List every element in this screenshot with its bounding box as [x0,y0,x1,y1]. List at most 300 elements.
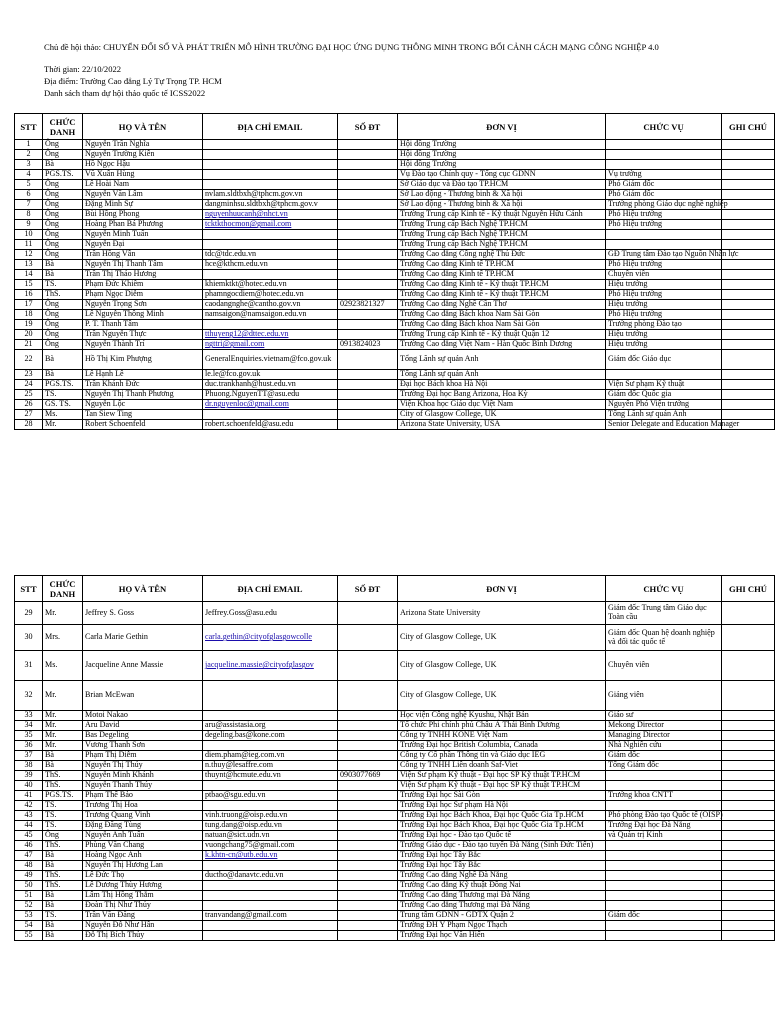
cell-unit: Trường Cao đẳng Việt Nam - Hàn Quốc Bình Dương [398,340,606,350]
cell-unit: Trường Cao đẳng Thương mại Đà Nẵng [398,891,606,901]
table-row [15,420,775,430]
table-row [15,150,775,160]
cell-unit: Trường Đại học Sư phạm Hà Nội [398,801,606,811]
cell-stt: 17 [15,300,43,310]
cell-position: Phó Hiệu trưởng [606,310,722,320]
cell-stt: 20 [15,330,43,340]
cell-note [722,230,775,240]
cell-note [722,861,775,871]
cell-name: Phạm Ngọc Diễm [83,290,203,300]
table-row [15,891,775,901]
cell-stt: 53 [15,911,43,921]
cell-position: Hiệu trưởng [606,330,722,340]
cell-unit: Hội đồng Trường [398,140,606,150]
cell-note [722,921,775,931]
cell-email [203,320,338,330]
cell-position: Giám đốc [606,911,722,921]
cell-name: Trương Quang Vinh [83,811,203,821]
table-row [15,801,775,811]
cell-phone: 02923821327 [338,300,398,310]
cell-note [722,771,775,781]
cell-name: Phạm Thị Diễm [83,751,203,761]
cell-email [203,230,338,240]
cell-title: ThS. [43,290,83,300]
cell-unit: Trường Cao đẳng Kinh tế TP.HCM [398,270,606,280]
cell-position: Trưởng khoa CNTT [606,791,722,801]
cell-phone [338,270,398,280]
cell-email: vuongchang75@gmail.com [203,841,338,851]
cell-stt: 16 [15,290,43,300]
table-row [15,140,775,150]
cell-email [203,160,338,170]
cell-name: Nguyễn Trần Nghĩa [83,140,203,150]
cell-stt: 42 [15,801,43,811]
cell-email: caodangnghe@cantho.gov.vn [203,300,338,310]
cell-note [722,791,775,801]
cell-phone: 0903077669 [338,771,398,781]
cell-title: Ông [43,320,83,330]
cell-name: Phùng Văn Chang [83,841,203,851]
cell-stt: 7 [15,200,43,210]
cell-unit: Hội đồng Trường [398,160,606,170]
cell-email: tung.dang@oisp.edu.vn [203,821,338,831]
cell-unit: Viện Khoa học Giáo dục Việt Nam [398,400,606,410]
cell-stt: 47 [15,851,43,861]
cell-name: Đặng Đăng Tùng [83,821,203,831]
email-link[interactable]: nguyenhuucanh@nhct.vn [205,209,288,219]
table-row [15,300,775,310]
cell-note [722,651,775,681]
cell-name: Hồ Ngọc Hậu [83,160,203,170]
col-header-name: HỌ VÀ TÊN [83,576,203,602]
cell-phone [338,260,398,270]
cell-note [722,821,775,831]
cell-stt: 14 [15,270,43,280]
cell-note [722,400,775,410]
cell-stt: 8 [15,210,43,220]
cell-note [722,200,775,210]
cell-stt: 36 [15,741,43,751]
cell-stt: 43 [15,811,43,821]
col-header-unit: ĐƠN VỊ [398,114,606,140]
cell-email: nvlam.sldtbxh@tphcm.gov.vn [203,190,338,200]
cell-unit: Trường Cao đẳng Kinh tế - Kỹ thuật TP.HCM [398,280,606,290]
email-link[interactable]: dr.nguyenloc@gmail.com [205,399,289,409]
cell-unit: Trung tâm GDNN - GDTX Quận 2 [398,911,606,921]
cell-phone [338,721,398,731]
cell-phone [338,741,398,751]
col-header-position: CHỨC VỤ [606,576,722,602]
table-row [15,190,775,200]
cell-name: P. T. Thanh Tâm [83,320,203,330]
cell-email [203,410,338,420]
cell-name: Hoàng Phan Bá Phương [83,220,203,230]
cell-name: Brian McEwan [83,681,203,711]
cell-position [606,841,722,851]
cell-name: Robert Schoenfeld [83,420,203,430]
workshop-topic: Chủ đề hội thảo: CHUYỂN ĐỔI SỐ VÀ PHÁT TRIỂN MÔ HÌNH TRƯỜNG ĐẠI HỌC ỨNG DỤNG THÔNG MINH TRONG BỐI CẢNH CÁCH MẠNG CÔNG NGHIỆP 4.0 [44,42,659,52]
cell-email: thuynt@hcmute.edu.vn [203,771,338,781]
col-header-phone: SỐ ĐT [338,114,398,140]
cell-position [606,901,722,911]
cell-note [722,240,775,250]
cell-position: GĐ Trung tâm Đào tạo Nguồn Nhân lực [606,250,722,260]
cell-phone [338,160,398,170]
cell-unit: Trường Cao đẳng Công nghệ Thủ Đức [398,250,606,260]
col-header-note: GHI CHÚ [722,576,775,602]
cell-title: Ông [43,140,83,150]
cell-phone [338,931,398,941]
cell-title: TS. [43,390,83,400]
cell-name: Carla Marie Gethin [83,625,203,651]
email-link[interactable]: jacqueline.massie@cityofglasgov [205,660,314,670]
table-row [15,220,775,230]
col-header-email: ĐỊA CHỈ EMAIL [203,576,338,602]
col-header-phone: SỐ ĐT [338,576,398,602]
cell-phone [338,380,398,390]
cell-title: Ông [43,220,83,230]
cell-unit: City of Glasgow College, UK [398,625,606,651]
cell-note [722,190,775,200]
cell-phone [338,230,398,240]
cell-position: Giám đốc Trung tâm Giáo dục Toàn cầu [606,602,722,625]
email-link[interactable]: carla.gethin@cityofglasgowcolle [205,632,313,642]
cell-email [203,741,338,751]
workshop-location: Địa điểm: Trường Cao đẳng Lý Tự Trọng TP. HCM [44,76,222,86]
cell-name: Nguyễn Đỗ Như Hân [83,921,203,931]
col-header-unit: ĐƠN VỊ [398,576,606,602]
cell-email [203,711,338,721]
cell-stt: 12 [15,250,43,260]
cell-position: Trưởng phòng Giáo dục nghề nghiệp [606,200,722,210]
cell-name: Phạm Thế Bảo [83,791,203,801]
cell-position [606,801,722,811]
cell-note [722,711,775,721]
cell-stt: 54 [15,921,43,931]
cell-note [722,270,775,280]
cell-note [722,602,775,625]
cell-phone [338,400,398,410]
cell-position: Chuyên viên [606,270,722,280]
cell-name: Bùi Hồng Phong [83,210,203,220]
cell-unit: Trường Trung cấp Bách Nghệ TP.HCM [398,220,606,230]
table-row [15,931,775,941]
cell-title: Bà [43,931,83,941]
cell-title: Mrs. [43,625,83,651]
table-row [15,170,775,180]
cell-stt: 18 [15,310,43,320]
cell-email [203,220,338,230]
cell-note [722,841,775,851]
table-header-row [15,114,775,140]
cell-position: Phó Hiệu trưởng [606,260,722,270]
cell-position [606,871,722,881]
cell-email [203,270,338,280]
cell-unit: Trường Cao đẳng Nghề Đà Nẵng [398,871,606,881]
cell-title: Ông [43,210,83,220]
cell-phone [338,921,398,931]
cell-name: Trần Thị Thảo Hương [83,270,203,280]
table-row [15,340,775,350]
cell-position [606,931,722,941]
cell-email [203,400,338,410]
cell-stt: 22 [15,350,43,370]
cell-unit: Công ty Cổ phần Thông tin và Giáo dục IEG [398,751,606,761]
email-link[interactable]: ngttri@gmail.com [205,339,265,349]
table-row [15,751,775,761]
cell-title: Bà [43,891,83,901]
table-row [15,230,775,240]
table-row [15,741,775,751]
cell-phone [338,190,398,200]
cell-email [203,651,338,681]
cell-phone [338,821,398,831]
cell-unit: Trường Cao đẳng Kinh tế TP.HCM [398,260,606,270]
cell-unit: Trường Đại học Sài Gòn [398,791,606,801]
cell-note [722,140,775,150]
cell-stt: 25 [15,390,43,400]
cell-stt: 1 [15,140,43,150]
cell-title: Mr. [43,731,83,741]
table-row [15,811,775,821]
table-row [15,400,775,410]
cell-note [722,851,775,861]
table-row [15,270,775,280]
cell-stt: 26 [15,400,43,410]
cell-note [722,931,775,941]
cell-note [722,881,775,891]
cell-email: GeneralEnquiries.vietnam@fco.gov.uk [203,350,338,370]
cell-title: Ông [43,190,83,200]
cell-position: Senior Delegate and Education Manager [606,420,722,430]
cell-unit: Viện Sư phạm Kỹ thuật - Đại học SP Kỹ thuật TP.HCM [398,771,606,781]
cell-name: Nguyễn Văn Lâm [83,190,203,200]
cell-stt: 6 [15,190,43,200]
table-row [15,180,775,190]
cell-note [722,340,775,350]
cell-email: Jeffrey.Goss@asu.edu [203,602,338,625]
table-row [15,791,775,801]
cell-title: TS. [43,911,83,921]
cell-unit: Trường Cao đẳng Kinh tế - Kỹ thuật TP.HCM [398,290,606,300]
cell-note [722,410,775,420]
cell-position: Giám đốc Giáo dục [606,350,722,370]
cell-stt: 48 [15,861,43,871]
cell-unit: Trường Đại học British Columbia, Canada [398,741,606,751]
cell-position: Managing Director [606,731,722,741]
cell-stt: 55 [15,931,43,941]
email-link[interactable]: k.khtn-cn@utb.edu.vn [205,850,278,860]
cell-unit: Trường Cao đẳng Nghề Cần Thơ [398,300,606,310]
cell-name: Nguyễn Trọng Sơn [83,300,203,310]
cell-unit: Trường Đại học Bách Khoa, Đại học Quốc Gia Tp.HCM [398,811,606,821]
table-row [15,320,775,330]
cell-name: Nguyễn Minh Khánh [83,771,203,781]
cell-position: Giám đốc Quan hệ doanh nghiệp và đối tác quốc tế [606,625,722,651]
table-row [15,771,775,781]
email-link[interactable]: tthuyeng12@dttec.edu.vn [205,329,289,339]
cell-position [606,861,722,871]
table-row [15,602,775,625]
cell-phone [338,330,398,340]
cell-unit: Trường Đại học Văn Hiến [398,931,606,941]
cell-unit: Trường ĐH Y Phạm Ngọc Thạch [398,921,606,931]
cell-title: Ông [43,300,83,310]
cell-title: Ông [43,150,83,160]
table-row [15,625,775,651]
cell-phone [338,731,398,741]
email-link[interactable]: tcktkthocmon@gmail.com [205,219,292,229]
cell-title: Ông [43,230,83,240]
cell-unit: Trường Cao đẳng Bách khoa Nam Sài Gòn [398,320,606,330]
cell-phone [338,420,398,430]
cell-email [203,921,338,931]
cell-unit: Trường Trung cấp Kinh tế - Kỹ thuật Nguyễn Hữu Cảnh [398,210,606,220]
cell-email [203,340,338,350]
cell-name: Jacqueline Anne Massie [83,651,203,681]
cell-note [722,330,775,340]
cell-name: Hoàng Ngọc Anh [83,851,203,861]
cell-title: Bà [43,160,83,170]
cell-position: Hiệu trưởng [606,280,722,290]
cell-email [203,180,338,190]
cell-phone [338,210,398,220]
cell-stt: 24 [15,380,43,390]
cell-title: Bà [43,260,83,270]
cell-email: le.le@fco.gov.uk [203,370,338,380]
cell-unit: Trường Đại học Tây Bắc [398,861,606,871]
cell-name: Trần Văn Đăng [83,911,203,921]
cell-phone [338,290,398,300]
cell-title: Bà [43,751,83,761]
table-row [15,200,775,210]
cell-phone [338,370,398,380]
cell-name: Trần Nguyễn Thực [83,330,203,340]
cell-phone [338,881,398,891]
cell-name: Trương Thị Hoa [83,801,203,811]
cell-stt: 2 [15,150,43,160]
table-row [15,380,775,390]
cell-phone [338,240,398,250]
table-row [15,861,775,871]
table-row [15,290,775,300]
col-header-email: ĐỊA CHỈ EMAIL [203,114,338,140]
cell-email [203,140,338,150]
cell-title: Ông [43,200,83,210]
cell-position: Giám đốc Quốc gia [606,390,722,400]
cell-stt: 34 [15,721,43,731]
table-row [15,330,775,340]
cell-email: ptbao@sgu.edu.vn [203,791,338,801]
cell-position: Tổng Lãnh sự quán Anh [606,410,722,420]
cell-note [722,210,775,220]
table-row [15,831,775,841]
table-row [15,871,775,881]
attendee-table-2 [14,575,775,941]
cell-title: Ông [43,180,83,190]
cell-note [722,310,775,320]
cell-position: Giám đốc [606,751,722,761]
cell-note [722,891,775,901]
table-row [15,721,775,731]
cell-email [203,170,338,180]
cell-phone [338,310,398,320]
cell-stt: 10 [15,230,43,240]
cell-email: robert.schoenfeld@asu.edu [203,420,338,430]
col-header-stt: STT [15,114,43,140]
table-row [15,390,775,400]
cell-email [203,801,338,811]
cell-note [722,801,775,811]
cell-phone: 0913824023 [338,340,398,350]
cell-unit: Tổng Lãnh sự quán Anh [398,370,606,380]
cell-position: Trưởng Đại học Đà Nẵng [606,821,722,831]
table-row [15,841,775,851]
cell-email [203,210,338,220]
cell-name: Nguyễn Thị Thanh Phương [83,390,203,400]
cell-title: Bà [43,901,83,911]
cell-title: ThS. [43,841,83,851]
cell-unit: Trường Cao đẳng Bách khoa Nam Sài Gòn [398,310,606,320]
cell-name: Đoàn Thị Như Thủy [83,901,203,911]
cell-title: Ông [43,831,83,841]
cell-title: Ông [43,340,83,350]
cell-title: Mr. [43,741,83,751]
cell-name: Aru David [83,721,203,731]
cell-name: Vũ Xuân Hùng [83,170,203,180]
cell-title: PGS.TS. [43,380,83,390]
cell-title: Ông [43,310,83,320]
cell-title: Mr. [43,681,83,711]
cell-unit: Hội đồng Trường [398,150,606,160]
col-header-note: GHI CHÚ [722,114,775,140]
cell-stt: 46 [15,841,43,851]
workshop-time: Thời gian: 22/10/2022 [44,64,122,74]
cell-position [606,771,722,781]
cell-email [203,681,338,711]
cell-position: Phó phòng Đào tạo Quốc tế (OISP) [606,811,722,821]
cell-phone [338,811,398,821]
cell-note [722,260,775,270]
cell-phone [338,861,398,871]
cell-email: vinh.truong@oisp.edu.vn [203,811,338,821]
cell-unit: Trường Đại học Tây Bắc [398,851,606,861]
cell-name: Đỗ Thị Bích Thủy [83,931,203,941]
cell-phone [338,410,398,420]
cell-title: Bà [43,851,83,861]
cell-unit: Tổng Lãnh sự quán Anh [398,350,606,370]
cell-stt: 49 [15,871,43,881]
cell-name: Jeffrey S. Goss [83,602,203,625]
cell-phone [338,871,398,881]
cell-name: Nguyễn Minh Tuấn [83,230,203,240]
cell-stt: 23 [15,370,43,380]
table-row [15,240,775,250]
cell-note [722,811,775,821]
cell-unit: City of Glasgow College, UK [398,681,606,711]
cell-title: Ms. [43,651,83,681]
table-header-row [15,576,775,602]
cell-unit: Trường Trung cấp Kinh tế - Kỹ thuật Quận 12 [398,330,606,340]
cell-phone [338,911,398,921]
cell-note [722,751,775,761]
cell-note [722,911,775,921]
table-row [15,370,775,380]
cell-name: Bas Degeling [83,731,203,741]
cell-title: PGS.TS. [43,791,83,801]
cell-note [722,731,775,741]
cell-stt: 4 [15,170,43,180]
